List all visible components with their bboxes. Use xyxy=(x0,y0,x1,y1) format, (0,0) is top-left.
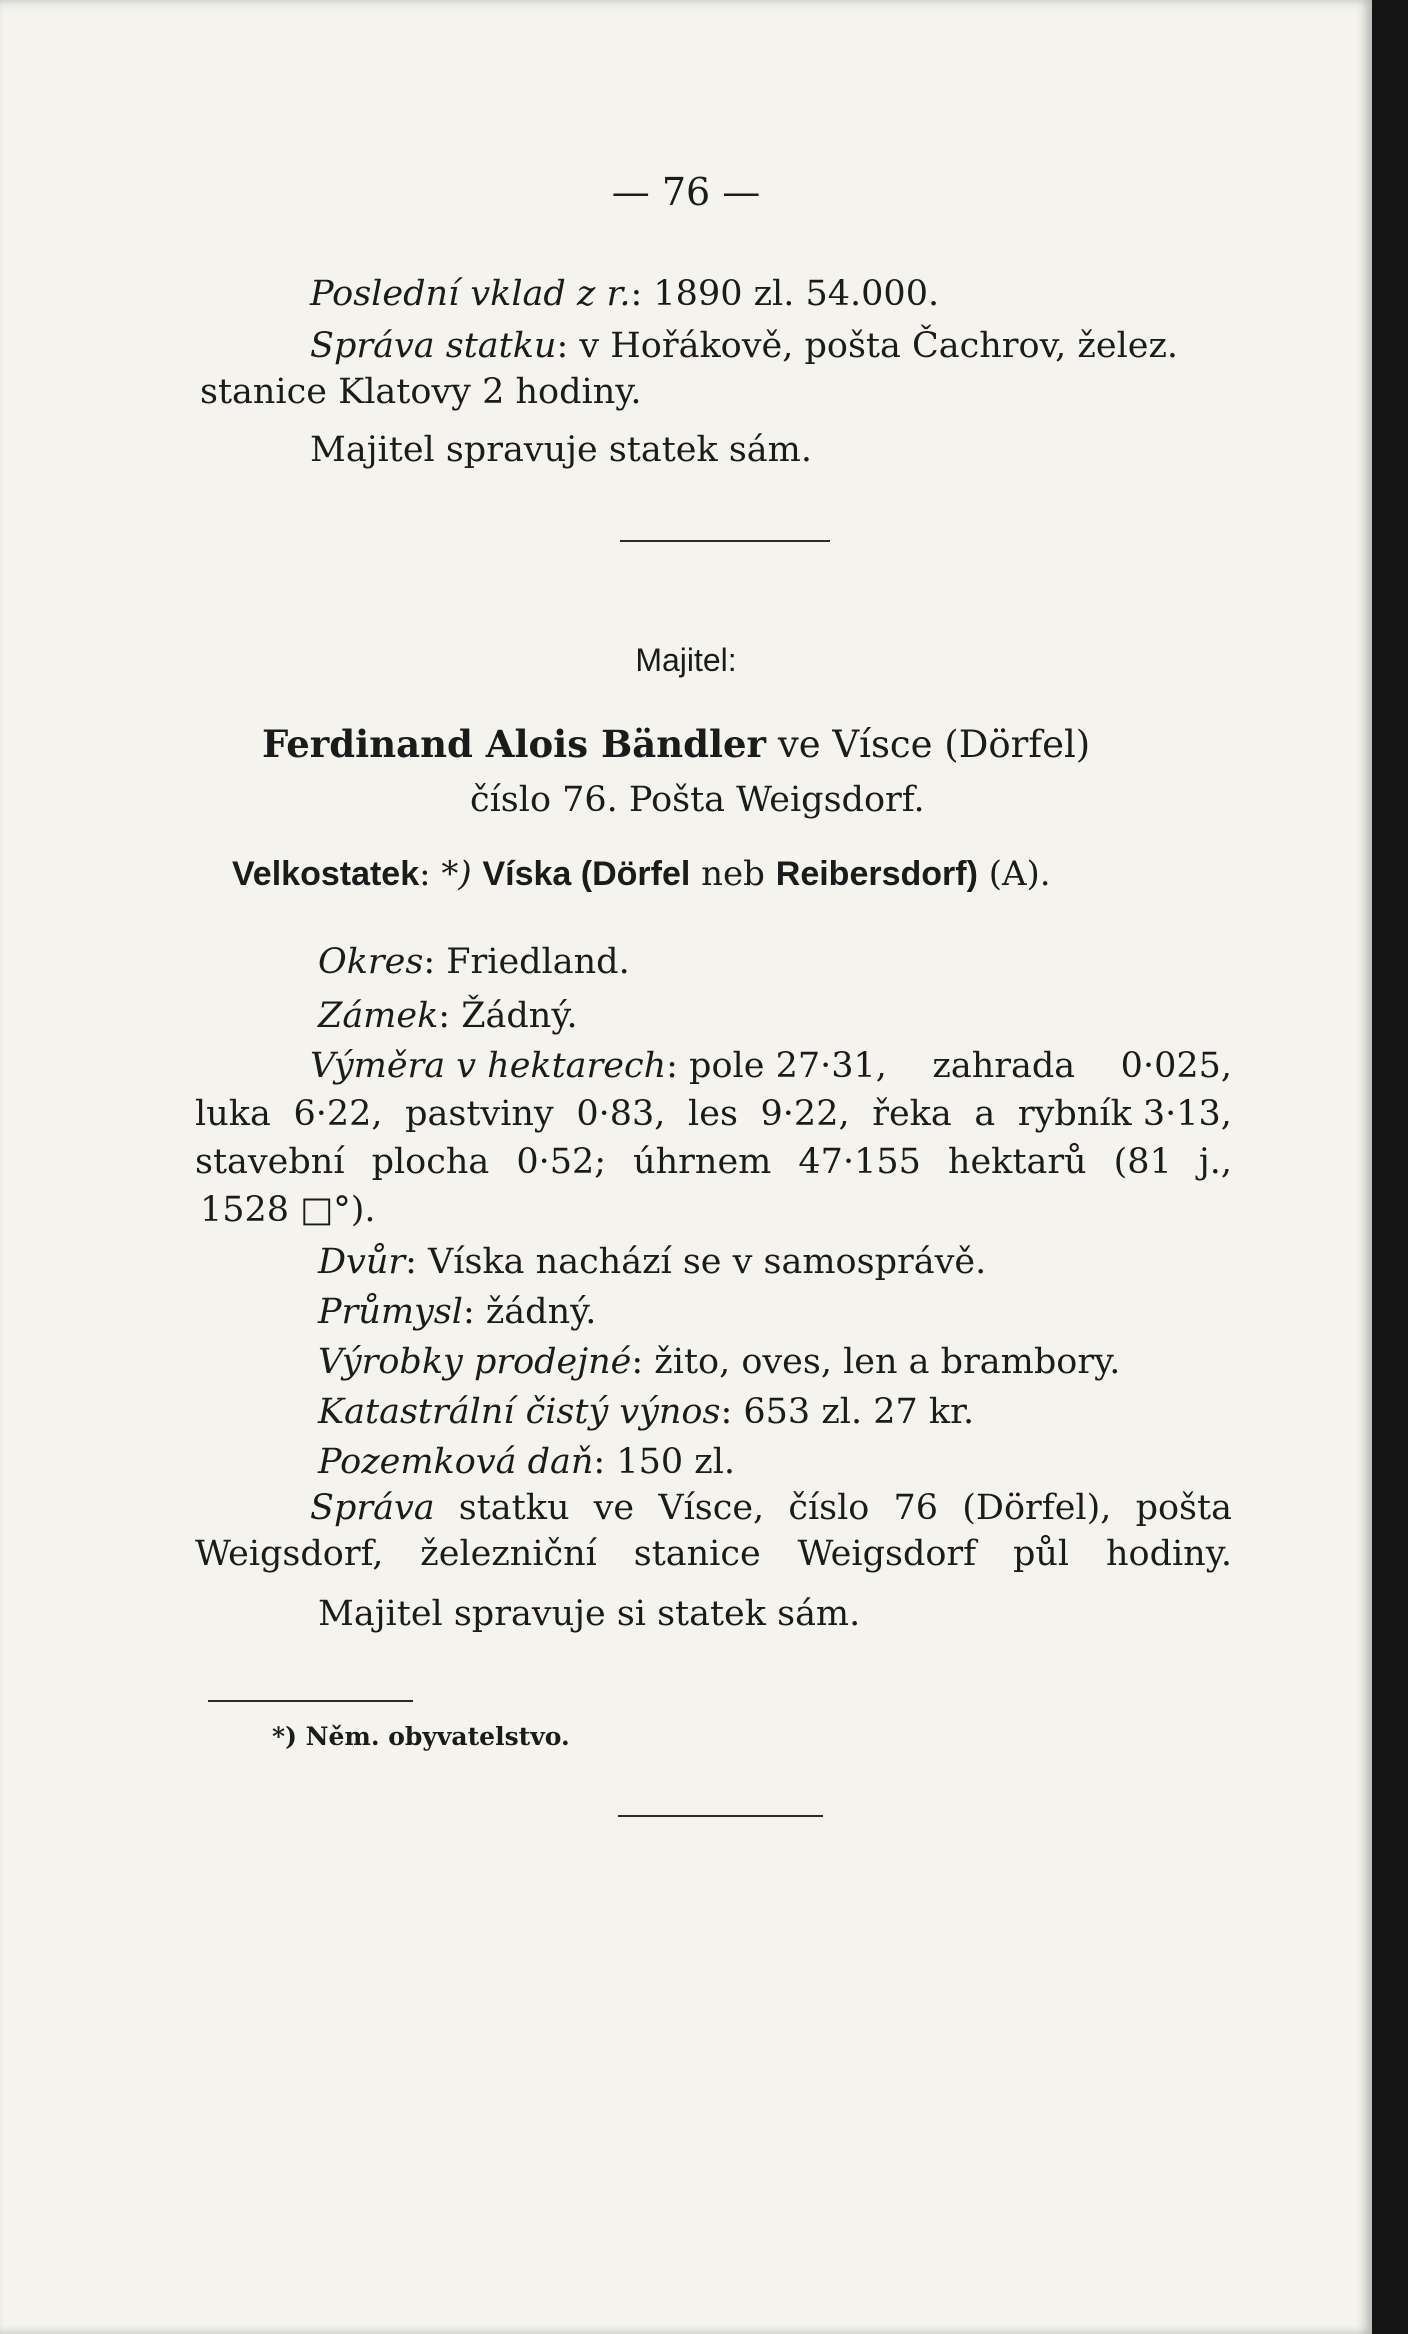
last-deposit-label: Poslední vklad z r. xyxy=(310,274,631,314)
area-word: 0·025, xyxy=(1120,1046,1232,1086)
area-word: úhrnem xyxy=(633,1142,772,1182)
management-word: stanice xyxy=(633,1534,761,1574)
estate-footnote-mark: *) xyxy=(441,854,472,894)
area-line-1 xyxy=(310,1044,1232,1088)
management-line-cont: stanice Klatovy 2 hodiny. xyxy=(200,372,642,412)
estate-category: (A). xyxy=(988,854,1051,894)
district-label: Okres xyxy=(318,942,424,982)
management-word: hodiny. xyxy=(1105,1534,1232,1574)
management-label: Správa statku xyxy=(310,326,557,366)
area-word: a xyxy=(974,1094,996,1134)
area-word: plocha xyxy=(371,1142,490,1182)
owner-line xyxy=(262,722,1090,767)
footnote: *) Něm. obyvatelstvo. xyxy=(272,1722,570,1751)
owner-name: Ferdinand Alois Bändler xyxy=(262,722,767,766)
area-word: hektarů xyxy=(947,1142,1087,1182)
management-word: železniční xyxy=(420,1534,597,1574)
owner-location: ve Vísce (Dörfel) xyxy=(777,723,1091,766)
owner-manages-closing: Majitel spravuje si statek sám. xyxy=(318,1594,861,1634)
estate-label: Velkostatek xyxy=(232,855,420,893)
farmyard-line xyxy=(318,1240,986,1284)
area-word: 0·83, xyxy=(576,1094,666,1134)
estate-management-line-1 xyxy=(310,1486,1232,1530)
area-word: : pole 27·31, xyxy=(666,1046,887,1086)
farmyard-label: Dvůr xyxy=(318,1242,406,1282)
separator-rule xyxy=(620,540,830,542)
estate-line xyxy=(232,852,1051,896)
area-word: 9·22, xyxy=(760,1094,850,1134)
owner-manages-line: Majitel spravuje statek sám. xyxy=(310,430,812,470)
management-word: statku xyxy=(458,1488,570,1528)
estate-name: Víska (Dörfel xyxy=(482,855,691,893)
area-word: 0·52; xyxy=(516,1142,607,1182)
estate-connector: neb xyxy=(701,854,765,894)
management-word: ve xyxy=(593,1488,635,1528)
page-number: — 76 — xyxy=(611,170,761,214)
management-word: 76 xyxy=(893,1488,939,1528)
area-word: luka xyxy=(195,1094,271,1134)
land-tax-label: Pozemková daň xyxy=(318,1442,594,1482)
management-word: číslo xyxy=(788,1488,870,1528)
products-value: : žito, oves, len a brambory. xyxy=(631,1342,1121,1382)
management-word: Weigsdorf, xyxy=(195,1534,384,1574)
area-word: 6·22, xyxy=(293,1094,383,1134)
land-tax-value: : 150 zl. xyxy=(593,1442,736,1482)
management-word: (Dörfel), xyxy=(962,1488,1112,1528)
area-label: Výměra v hektarech xyxy=(310,1046,667,1086)
management-word: půl xyxy=(1012,1534,1070,1574)
castle-value: : Žádný. xyxy=(438,996,578,1036)
farmyard-value: : Víska nachází se v samosprávě. xyxy=(405,1242,987,1282)
estate-management-label: Správa xyxy=(310,1488,435,1528)
cadastral-yield-label: Katastrální čistý výnos xyxy=(318,1392,721,1432)
area-word: les xyxy=(688,1094,738,1134)
last-deposit-value: : 1890 zl. 54.000. xyxy=(630,274,940,314)
area-word: řeka xyxy=(872,1094,952,1134)
last-deposit-line xyxy=(310,272,939,316)
land-tax-line xyxy=(318,1440,735,1484)
castle-label: Zámek xyxy=(318,996,439,1036)
area-line-2 xyxy=(195,1092,1232,1136)
products-line xyxy=(318,1340,1120,1384)
management-line xyxy=(310,324,1178,368)
area-word: j., xyxy=(1198,1142,1232,1182)
estate-colon: : xyxy=(419,854,431,894)
area-word: zahrada xyxy=(932,1046,1076,1086)
cadastral-yield-value: : 653 zl. 27 kr. xyxy=(720,1392,975,1432)
district-line xyxy=(318,940,630,984)
management-word: Vísce, xyxy=(658,1488,765,1528)
industry-value: : žádný. xyxy=(462,1292,597,1332)
area-word: rybník 3·13, xyxy=(1017,1094,1232,1134)
area-line-3 xyxy=(195,1140,1232,1184)
estate-alt-name: Reibersdorf) xyxy=(775,855,978,893)
industry-label: Průmysl xyxy=(318,1292,463,1332)
management-value: : v Hořákově, pošta Čachrov, želez. xyxy=(556,326,1179,366)
end-rule xyxy=(618,1815,823,1817)
owner-heading: Majitel: xyxy=(635,642,737,678)
area-word: stavební xyxy=(195,1142,345,1182)
area-word: (81 xyxy=(1113,1142,1172,1182)
footnote-rule xyxy=(208,1700,413,1702)
management-word: Weigsdorf xyxy=(797,1534,977,1574)
products-label: Výrobky prodejné xyxy=(318,1342,632,1382)
district-value: : Friedland. xyxy=(423,942,630,982)
cadastral-yield-line xyxy=(318,1390,974,1434)
area-word: pastviny xyxy=(405,1094,554,1134)
estate-management-line-2 xyxy=(195,1532,1232,1576)
castle-line xyxy=(318,994,578,1038)
management-word: pošta xyxy=(1135,1488,1232,1528)
area-word: 47·155 xyxy=(798,1142,921,1182)
industry-line xyxy=(318,1290,596,1334)
area-line-4: 1528 □°). xyxy=(200,1190,376,1230)
owner-address: číslo 76. Pošta Weigsdorf. xyxy=(470,780,925,820)
